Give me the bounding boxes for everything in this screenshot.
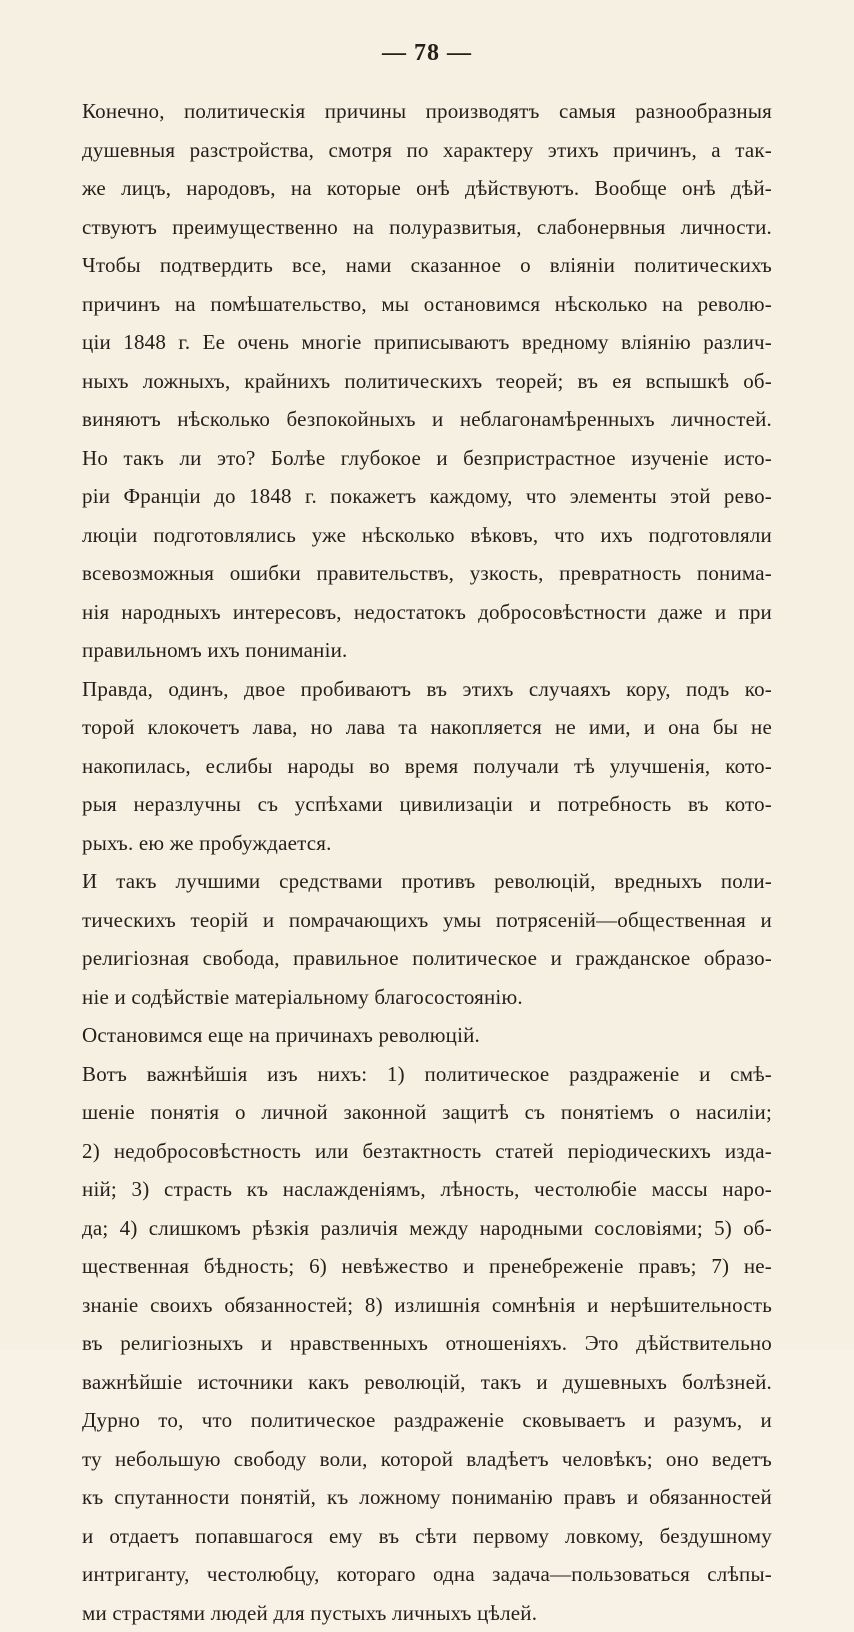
text-line: Остановимся еще на причинахъ революцій. <box>82 1016 772 1055</box>
text-line: же лицъ, народовъ, на которые онѣ дѣйствуютъ. Вообще онѣ дѣй- <box>82 169 772 208</box>
paragraph-2 <box>82 246 772 439</box>
text-line: накопилась, еслибы народы во время получали тѣ улучшенія, кото- <box>82 747 772 786</box>
text-line: Дурно то, что политическое раздраженіе сковываетъ и разумъ, и <box>82 1401 772 1440</box>
text-line: виняютъ нѣсколько безпокойныхъ и неблагонамѣренныхъ личностей. <box>82 400 772 439</box>
text-line: Правда, одинъ, двое пробиваютъ въ этихъ случаяхъ кору, подъ ко- <box>82 670 772 709</box>
text-line: рыя неразлучны съ успѣхами цивилизаціи и потребность въ кото- <box>82 785 772 824</box>
text-line: ствуютъ преимущественно на полуразвитыя, слабонервныя личности. <box>82 208 772 247</box>
text-line: важнѣйшіе источники какъ революцій, такъ и душевныхъ болѣзней. <box>82 1363 772 1402</box>
text-line: Чтобы подтвердить все, нами сказанное о вліяніи политическихъ <box>82 246 772 285</box>
text-line: шеніе понятія о личной законной защитѣ съ понятіемъ о насиліи; <box>82 1093 772 1132</box>
text-line: причинъ на помѣшательство, мы остановимся нѣсколько на револю- <box>82 285 772 324</box>
text-line: душевныя разстройства, смотря по характеру этихъ причинъ, а так- <box>82 131 772 170</box>
text-line: ту небольшую свободу воли, которой владѣетъ человѣкъ; оно ведетъ <box>82 1440 772 1479</box>
paragraph-3 <box>82 439 772 670</box>
text-line: ми страстями людей для пустыхъ личныхъ цѣлей. <box>82 1594 772 1632</box>
text-line: знаніе своихъ обязанностей; 8) излишнія сомнѣнія и нерѣшительность <box>82 1286 772 1325</box>
paragraph-6 <box>82 1016 772 1055</box>
text-line: да; 4) слишкомъ рѣзкія различія между народными сословіями; 5) об- <box>82 1209 772 1248</box>
paragraph-1 <box>82 92 772 246</box>
text-line: ній; 3) страсть къ наслажденіямъ, лѣность, честолюбіе массы наро- <box>82 1170 772 1209</box>
paragraph-4 <box>82 670 772 863</box>
text-line: въ религіозныхъ и нравственныхъ отношеніяхъ. Это дѣйствительно <box>82 1324 772 1363</box>
text-line: рыхъ. ею же пробуждается. <box>82 824 772 863</box>
paragraph-8 <box>82 1401 772 1632</box>
text-line: люціи подготовлялись уже нѣсколько вѣковъ, что ихъ подготовляли <box>82 516 772 555</box>
text-line: религіозная свобода, правильное политическое и гражданское образо- <box>82 939 772 978</box>
text-line: щественная бѣдность; 6) невѣжество и пренебреженіе правъ; 7) не- <box>82 1247 772 1286</box>
text-line: ріи Франціи до 1848 г. покажетъ каждому, что элементы этой рево- <box>82 477 772 516</box>
text-line: нія народныхъ интересовъ, недостатокъ добросовѣстности даже и при <box>82 593 772 632</box>
text-line: тическихъ теорій и помрачающихъ умы потрясеній—общественная и <box>82 901 772 940</box>
text-line: интриганту, честолюбцу, котораго одна задача—пользоваться слѣпы- <box>82 1555 772 1594</box>
text-line: ціи 1848 г. Ее очень многіе приписываютъ вредному вліянію различ- <box>82 323 772 362</box>
page-text <box>82 92 772 1632</box>
paragraph-5 <box>82 862 772 1016</box>
text-line: Вотъ важнѣйшія изъ нихъ: 1) политическое раздраженіе и смѣ- <box>82 1055 772 1094</box>
text-line: къ спутанности понятій, къ ложному пониманію правъ и обязанностей <box>82 1478 772 1517</box>
text-line: 2) недобросовѣстность или безтактность статей періодическихъ изда- <box>82 1132 772 1171</box>
text-line: всевозможныя ошибки правительствъ, узкость, превратность понима- <box>82 554 772 593</box>
text-line: Но такъ ли это? Болѣе глубокое и безпристрастное изученіе исто- <box>82 439 772 478</box>
text-line: ныхъ ложныхъ, крайнихъ политическихъ теорей; въ ея вспышкѣ об- <box>82 362 772 401</box>
text-line: торой клокочетъ лава, но лава та накопляется не ими, и она бы не <box>82 708 772 747</box>
page-number: — 78 — <box>0 40 854 67</box>
text-line: ніе и содѣйствіе матеріальному благосостоянію. <box>82 978 772 1017</box>
text-line: И такъ лучшими средствами противъ революцій, вредныхъ поли- <box>82 862 772 901</box>
paragraph-7 <box>82 1055 772 1402</box>
text-line: Конечно, политическія причины производятъ самыя разнообразныя <box>82 92 772 131</box>
text-line: и отдаетъ попавшагося ему въ сѣти первому ловкому, бездушному <box>82 1517 772 1556</box>
text-line: правильномъ ихъ пониманіи. <box>82 631 772 670</box>
